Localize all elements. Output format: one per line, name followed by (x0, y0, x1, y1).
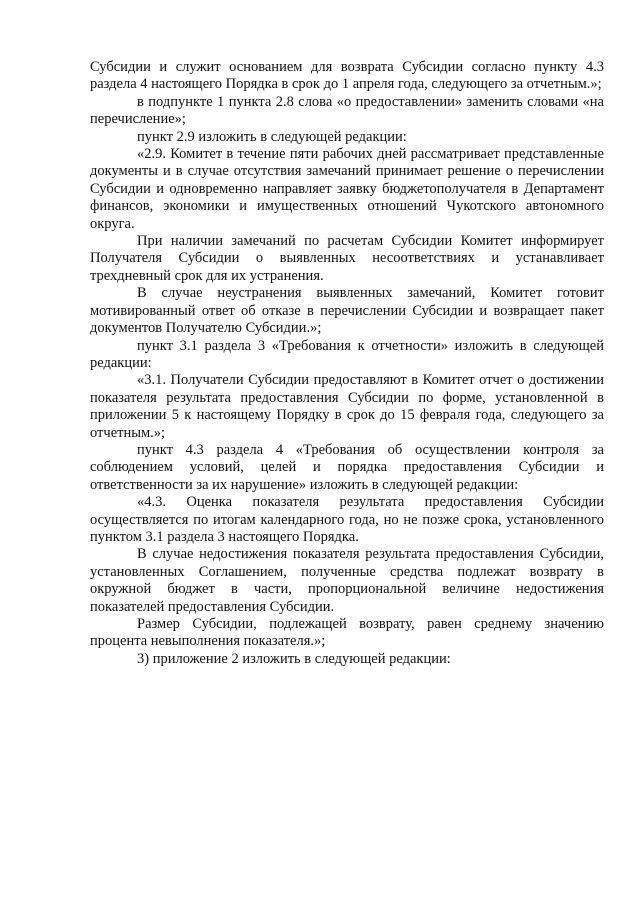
paragraph-clause-3-1-intro: пункт 3.1 раздела 3 «Требования к отчетности» изложить в следующей редакции: (90, 337, 604, 371)
paragraph-appendix-2: 3) приложение 2 изложить в следующей редакции: (137, 650, 451, 667)
paragraph-clause-4-3-intro: пункт 4.3 раздела 4 «Требования об осуществлении контроля за соблюдением условий, целей и порядка предоставления Субсидии и ответственности за их нарушение» изложить в следующей редакции: (90, 441, 604, 493)
paragraph-refusal: В случае неустранения выявленных замечаний, Комитет готовит мотивированный ответ об отказе в перечислении Субсидии и возвращает пакет документов Получателю Субсидии.»; (90, 285, 604, 337)
paragraph-subclause-2-8: в подпункте 1 пункта 2.8 слова «о предоставлении» заменить словами «на перечисление»; (90, 93, 604, 128)
paragraph-clause-3-1: «3.1. Получатели Субсидии предоставляют в Комитет отчет о достижении показателя результата предоставления Субсидии по форме, установленной в приложении 5 к настоящему Порядку в срок до 15 февраля года, следующего за отчетным.»; (90, 372, 604, 441)
document-page (90, 59, 604, 668)
paragraph-refund-amount: Размер Субсидии, подлежащей возврату, равен среднему значению процента невыполнения показателя.»; (90, 616, 604, 650)
paragraph-subsidy-return: Субсидии и служит основанием для возврата Субсидии согласно пункту 4.3 раздела 4 настоящего Порядка в срок до 1 апреля года, следующего за отчетным.»; (90, 59, 604, 93)
paragraph-clause-4-3: «4.3. Оценка показателя результата предоставления Субсидии осуществляется по итогам календарного года, но не позже срока, установленного пунктом 3.1 раздела 3 настоящего Порядка. (90, 494, 604, 545)
paragraph-clause-2-9: «2.9. Комитет в течение пяти рабочих дней рассматривает представленные документы и в случае отсутствия замечаний принимает решение о перечислении Субсидии и одновременно направляет заявку бюджетополучателя в Департамент финансов, экономики и имущественных отношений Чукотского автономного округа. (90, 146, 604, 232)
paragraph-non-achievement: В случае недостижения показателя результата предоставления Субсидии, установленных Соглашением, полученные средства подлежат возврату в окружной бюджет в части, пропорциональной величине недостижения показателей предоставления Субсидии. (90, 546, 604, 615)
paragraph-clause-2-9-intro: пункт 2.9 изложить в следующей редакции: (137, 128, 407, 145)
paragraph-remarks: При наличии замечаний по расчетам Субсидии Комитет информирует Получателя Субсидии о выявленных несоответствиях и устанавливает трехдневный срок для их устранения. (90, 233, 604, 284)
